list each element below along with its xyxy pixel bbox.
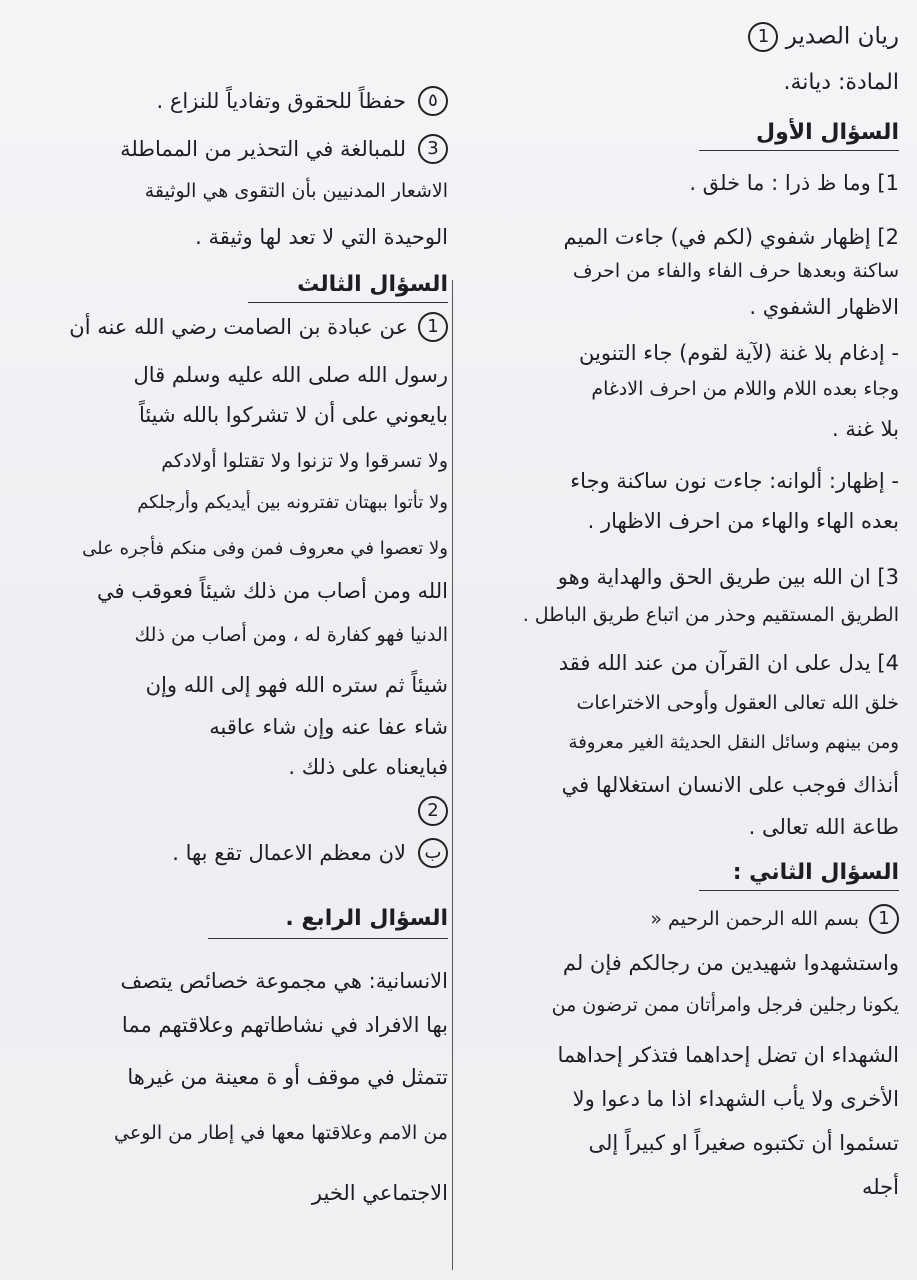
q4-heading-underline xyxy=(208,938,448,939)
q2-line: بسم الله الرحمن الرحيم « xyxy=(650,908,859,930)
q2-number: 1 xyxy=(863,904,899,934)
q3-line: ولا تعصوا في معروف فمن وفى منكم فأجره على xyxy=(82,538,448,559)
subject-line: المادة: ديانة. xyxy=(783,70,899,95)
q1-line: بلا غنة . xyxy=(832,417,899,441)
q1-line: وجاء بعده اللام واللام من احرف الادغام xyxy=(591,378,899,400)
q3-heading: السؤال الثالث xyxy=(297,272,448,297)
q2-line: تسئموا أن تكتبوه صغيراً او كبيراً إلى xyxy=(588,1131,899,1155)
q3-line: الدنيا فهو كفارة له ، ومن أصاب من ذلك xyxy=(134,624,448,646)
q1-line: طاعة الله تعالى . xyxy=(748,815,899,839)
q4-line: الانسانية: هي مجموعة خصائص يتصف xyxy=(120,969,448,993)
q1-line: أنذاك فوجب على الانسان استغلالها في xyxy=(561,773,899,797)
answer-3-marker: 3 xyxy=(412,134,448,164)
q1-line: 2] إظهار شفوي (لكم في) جاءت الميم xyxy=(563,225,899,249)
page-number-circle: 1 xyxy=(748,22,778,52)
q2-line: أجله xyxy=(861,1175,899,1199)
q3-line: فبايعناه على ذلك . xyxy=(288,755,448,779)
q2-line: الشهداء ان تضل إحداهما فتذكر إحداهما xyxy=(557,1043,899,1067)
q4-line: بها الافراد في نشاطاتهم وعلاقتهم مما xyxy=(121,1013,448,1037)
q1-line: - إدغام بلا غنة (لآية لقوم) جاء التنوين xyxy=(578,341,899,365)
q3-number: 1 xyxy=(412,312,448,342)
q1-line: 1] وما ظ ذرا : ما خلق . xyxy=(689,171,899,195)
q3-b-marker: ب xyxy=(412,838,448,868)
q1-heading: السؤال الأول xyxy=(756,120,899,145)
q4-heading: السؤال الرابع . xyxy=(285,906,448,931)
q3-line: ولا تأتوا ببهتان تفترونه بين أيديكم وأرجلكم xyxy=(137,492,448,513)
student-name: ريان الصدير xyxy=(785,23,899,50)
answer-line: للمبالغة في التحذير من المماطلة xyxy=(120,137,406,161)
q1-line: بعده الهاء والهاء من احرف الاظهار . xyxy=(587,509,899,533)
q3-line: رسول الله صلى الله عليه وسلم قال xyxy=(133,363,448,387)
q1-line: - إظهار: ألوانه: جاءت نون ساكنة وجاء xyxy=(570,469,899,493)
q3-line: ولا تسرقوا ولا تزنوا ولا تقتلوا أولادكم xyxy=(161,450,448,472)
q2-line: الأخرى ولا يأب الشهداء اذا ما دعوا ولا xyxy=(572,1087,899,1111)
q3-b-line: لان معظم الاعمال تقع بها . xyxy=(172,841,406,865)
q3-line: شيئاً ثم ستره الله فهو إلى الله وإن xyxy=(145,673,448,697)
q2-heading: السؤال الثاني : xyxy=(732,860,899,885)
q4-line: الاجتماعي الخير xyxy=(311,1181,448,1205)
q4-line: من الامم وعلاقتها معها في إطار من الوعي xyxy=(114,1122,448,1144)
q1-heading-underline xyxy=(699,150,899,151)
q3-line: شاء عفا عنه وإن شاء عاقبه xyxy=(209,715,448,739)
q3-heading-underline xyxy=(248,302,448,303)
q1-line: الاظهار الشفوي . xyxy=(749,295,899,319)
q3-number-2: 2 xyxy=(412,796,448,826)
q1-line: الطريق المستقيم وحذر من اتباع طريق الباطل . xyxy=(522,604,899,626)
right-column xyxy=(459,0,899,1280)
answer-line: الاشعار المدنيين بأن التقوى هي الوثيقة xyxy=(144,180,448,202)
q2-line: يكونا رجلين فرجل وامرأتان ممن ترضون من xyxy=(551,994,899,1016)
q4-line: تتمثل في موقف أو ة معينة من غيرها xyxy=(127,1065,448,1089)
q3-line: الله ومن أصاب من ذلك شيئاً فعوقب في xyxy=(97,579,448,603)
column-divider xyxy=(452,280,453,1270)
q1-line: 3] ان الله بين طريق الحق والهداية وهو xyxy=(557,565,899,589)
q1-line: ساكنة وبعدها حرف الفاء والفاء من احرف xyxy=(572,260,899,282)
q2-heading-underline xyxy=(699,890,899,891)
left-column xyxy=(8,0,448,1280)
q1-line: 4] يدل على ان القرآن من عند الله فقد xyxy=(558,651,899,675)
answer-line: حفظاً للحقوق وتفادياً للنزاع . xyxy=(156,89,406,113)
answer-line: الوحيدة التي لا تعد لها وثيقة . xyxy=(195,225,448,249)
q3-line: عن عبادة بن الصامت رضي الله عنه أن xyxy=(69,315,408,339)
q1-line: خلق الله تعالى العقول وأوحى الاختراعات xyxy=(576,692,899,714)
answer-5-marker: ٥ xyxy=(412,86,448,116)
q3-line: بايعوني على أن لا تشركوا بالله شيئاً xyxy=(138,403,448,427)
q2-line: واستشهدوا شهيدين من رجالكم فإن لم xyxy=(562,951,899,975)
q1-line: ومن بينهم وسائل النقل الحديثة الغير معروفة xyxy=(568,732,899,753)
